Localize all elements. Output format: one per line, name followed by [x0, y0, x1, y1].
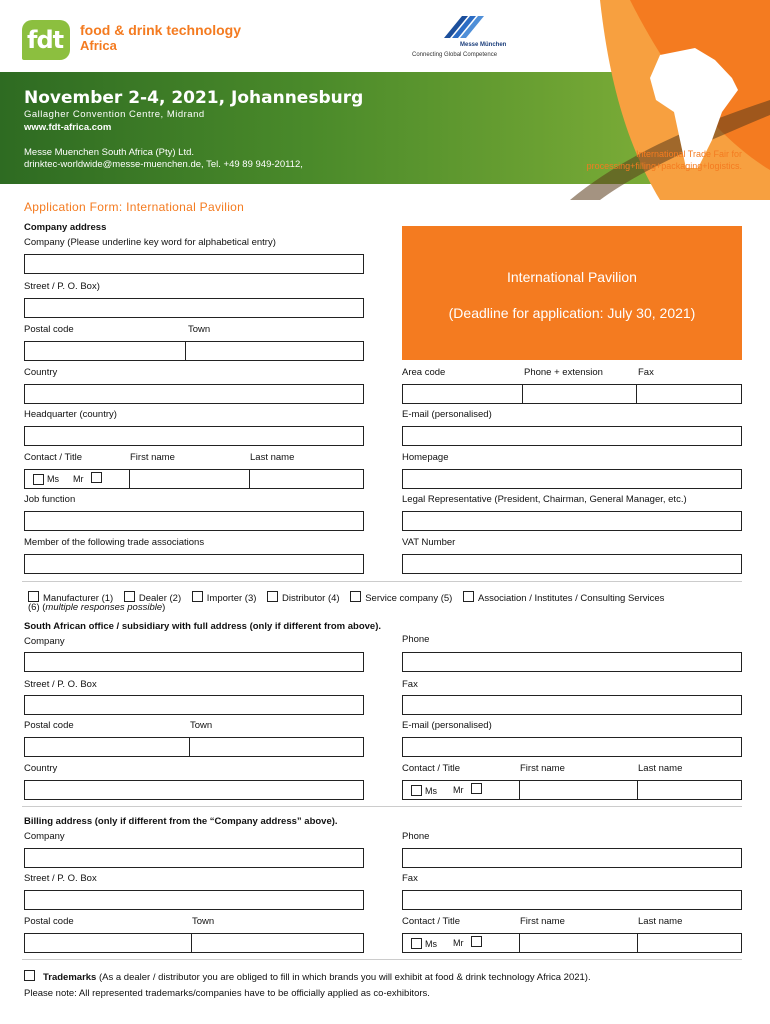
six-text: multiple responses possible [45, 602, 163, 613]
messe-name: Messe München [460, 42, 507, 48]
sa-country-label: Country [24, 763, 58, 774]
street-label: Street / P. O. Box) [24, 281, 100, 292]
six-end: ) [162, 602, 166, 613]
member-label: Member of the following trade associations [24, 537, 205, 548]
sa-company-input[interactable] [24, 652, 364, 672]
divider [22, 581, 742, 582]
headquarter-input[interactable] [24, 426, 364, 446]
brand-bottom: Africa [80, 38, 117, 53]
phone-input[interactable] [522, 384, 637, 404]
country-label: Country [24, 367, 58, 378]
six-num: (6) ( [28, 602, 46, 613]
brand-top: food & drink technology [80, 22, 241, 38]
logo-letters: fdt [27, 26, 64, 54]
first-name-label: First name [130, 452, 175, 463]
ms-label: Ms [47, 474, 59, 484]
website-link[interactable]: www.fdt-africa.com [24, 122, 112, 133]
sa-fax-input[interactable] [402, 695, 742, 715]
manufacturer-label: Manufacturer (1) [43, 593, 114, 604]
fair-tagline-2: processing+filling+packaging+logistics. [586, 161, 742, 171]
ms-checkbox[interactable] [33, 474, 44, 485]
first-name-input[interactable] [129, 469, 250, 489]
billing-town-input[interactable] [191, 933, 364, 953]
email-input[interactable] [402, 426, 742, 446]
area-code-input[interactable] [402, 384, 523, 404]
email-label: E-mail (personalised) [402, 409, 492, 420]
pavilion-title: International Pavilion [507, 269, 637, 285]
member-input[interactable] [24, 554, 364, 574]
last-name-label: Last name [250, 452, 295, 463]
postal-label: Postal code [24, 324, 74, 335]
distributor-label: Distributor (4) [282, 593, 340, 604]
sa-country-input[interactable] [24, 780, 364, 800]
pavilion-box [402, 226, 742, 360]
homepage-label: Homepage [402, 452, 449, 463]
billing-company-input[interactable] [24, 848, 364, 868]
sa-email-label: E-mail (personalised) [402, 720, 492, 731]
company-input[interactable] [24, 254, 364, 274]
company-address-heading: Company address [24, 222, 107, 233]
billing-street-input[interactable] [24, 890, 364, 910]
contact-title-input [24, 469, 130, 489]
billing-fax-input[interactable] [402, 890, 742, 910]
billing-last-name-input[interactable] [637, 933, 742, 953]
last-name-input[interactable] [249, 469, 364, 489]
sa-mr-checkbox[interactable] [471, 783, 482, 794]
trademarks-row [24, 970, 591, 983]
sa-email-input[interactable] [402, 737, 742, 757]
form-title: Application Form: International Pavilion [24, 200, 245, 214]
job-function-label: Job function [24, 494, 76, 505]
event-date-title: November 2-4, 2021, Johannesburg [24, 88, 364, 108]
sa-town-label: Town [190, 720, 213, 731]
contact-title-label: Contact / Title [24, 452, 83, 463]
sa-street-label: Street / P. O. Box [24, 679, 97, 690]
sa-office-heading: South African office / subsidiary with full address (only if different from above). [24, 621, 381, 632]
importer-checkbox[interactable] [192, 591, 203, 602]
job-function-input[interactable] [24, 511, 364, 531]
headquarter-label: Headquarter (country) [24, 409, 117, 420]
billing-last-name-label: Last name [638, 916, 683, 927]
vat-input[interactable] [402, 554, 742, 574]
legal-rep-label: Legal Representative (President, Chairman, General Manager, etc.) [402, 494, 687, 505]
billing-contact-title-input [402, 933, 520, 953]
vat-label: VAT Number [402, 537, 456, 548]
postal-input[interactable] [24, 341, 186, 361]
association-label: Association / Institutes / Consulting Services [477, 593, 665, 604]
billing-phone-input[interactable] [402, 848, 742, 868]
billing-first-name-input[interactable] [519, 933, 638, 953]
service-label: Service company (5) [365, 593, 453, 604]
sa-postal-label: Postal code [24, 720, 74, 731]
distributor-checkbox[interactable] [267, 591, 278, 602]
billing-company-label: Company [24, 831, 65, 842]
trademarks-text: (As a dealer / distributor you are obliged to fill in which brands you will exhibit at food & drink technology Africa 2021). [96, 972, 591, 983]
venue: Gallagher Convention Centre, Midrand [24, 109, 205, 120]
divider [22, 959, 742, 960]
importer-label: Importer (3) [206, 593, 257, 604]
billing-street-label: Street / P. O. Box [24, 873, 97, 884]
sa-street-input[interactable] [24, 695, 364, 715]
sa-contact-title-label: Contact / Title [402, 763, 461, 774]
mr-label: Mr [73, 474, 84, 484]
billing-heading: Billing address (only if different from the “Company address” above). [24, 816, 338, 827]
organizer: Messe Muenchen South Africa (Pty) Ltd. [24, 147, 195, 158]
billing-first-name-label: First name [520, 916, 565, 927]
messe-tagline: Connecting Global Competence [412, 52, 498, 58]
sa-phone-label: Phone [402, 634, 430, 645]
billing-ms-checkbox[interactable] [411, 938, 422, 949]
service-checkbox[interactable] [350, 591, 361, 602]
trademarks-label: Trademarks [43, 972, 97, 983]
phone-ext-label: Phone + extension [524, 367, 603, 378]
billing-fax-label: Fax [402, 873, 418, 884]
area-code-label: Area code [402, 367, 446, 378]
trademarks-checkbox[interactable] [24, 970, 35, 981]
billing-mr-label: Mr [453, 938, 464, 948]
fax-label: Fax [638, 367, 654, 378]
trademarks-note: Please note: All represented trademarks/companies have to be officially applied as co-exhibitors. [24, 988, 430, 999]
billing-mr-checkbox[interactable] [471, 936, 482, 947]
sa-last-name-label: Last name [638, 763, 683, 774]
dealer-checkbox[interactable] [124, 591, 135, 602]
sa-last-name-input[interactable] [637, 780, 742, 800]
manufacturer-checkbox[interactable] [28, 591, 39, 602]
street-input[interactable] [24, 298, 364, 318]
sa-company-label: Company [24, 636, 65, 647]
sa-fax-label: Fax [402, 679, 418, 690]
homepage-input[interactable] [402, 469, 742, 489]
fdt-logo [22, 20, 70, 60]
town-label: Town [188, 324, 211, 335]
fair-tagline-1: International Trade Fair for [635, 149, 742, 159]
billing-phone-label: Phone [402, 831, 430, 842]
legal-rep-input[interactable] [402, 511, 742, 531]
sa-ms-checkbox[interactable] [411, 785, 422, 796]
country-input[interactable] [24, 384, 364, 404]
fax-input[interactable] [636, 384, 742, 404]
billing-postal-label: Postal code [24, 916, 74, 927]
sa-ms-label: Ms [425, 786, 437, 796]
town-input[interactable] [185, 341, 364, 361]
mr-checkbox[interactable] [91, 472, 102, 483]
sa-postal-input[interactable] [24, 737, 190, 757]
sa-phone-input[interactable] [402, 652, 742, 672]
multiple-responses-note [28, 602, 165, 613]
messe-logo-icon [444, 16, 484, 40]
sa-first-name-label: First name [520, 763, 565, 774]
billing-ms-label: Ms [425, 939, 437, 949]
association-checkbox[interactable] [463, 591, 474, 602]
billing-contact-title-label: Contact / Title [402, 916, 461, 927]
dealer-label: Dealer (2) [138, 593, 182, 604]
sa-contact-title-input [402, 780, 520, 800]
company-label: Company (Please underline key word for alphabetical entry) [24, 237, 276, 248]
sa-mr-label: Mr [453, 785, 464, 795]
billing-town-label: Town [192, 916, 215, 927]
divider [22, 806, 742, 807]
organizer-contact: drinktec-worldwide@messe-muenchen.de, Tel. +49 89 949-20112, [24, 159, 303, 170]
sa-town-input[interactable] [189, 737, 364, 757]
pavilion-deadline: (Deadline for application: July 30, 2021) [448, 305, 696, 321]
sa-first-name-input[interactable] [519, 780, 638, 800]
billing-postal-input[interactable] [24, 933, 192, 953]
